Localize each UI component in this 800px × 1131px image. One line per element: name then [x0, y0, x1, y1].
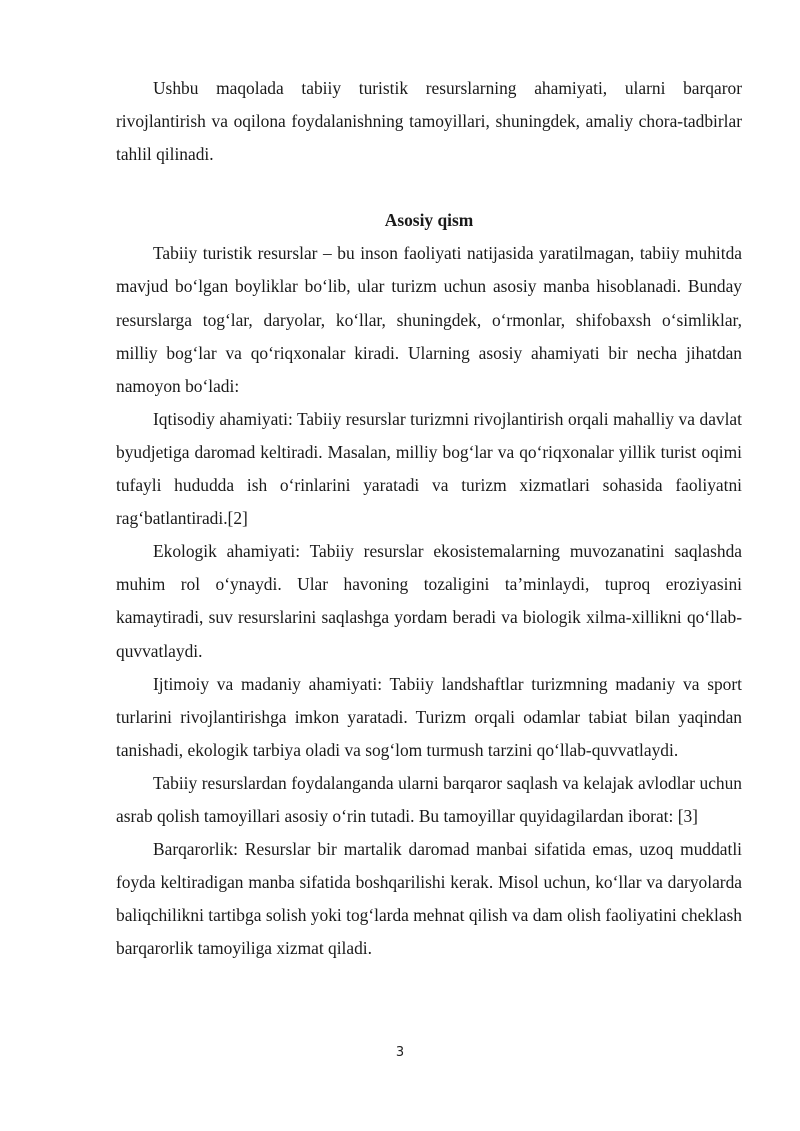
body-paragraph-sustainability: Barqarorlik: Resurslar bir martalik daromad manbai sifatida emas, uzoq muddatli foyda keltiradigan manba sifatida boshqarilishi kerak. Misol uchun, ko‘llar va daryolarda baliqchilikni tartibga solish yoki tog‘larda mehnat qilish va dam olish faoliyatini cheklash barqarorlik tamoyiliga xizmat qiladi.: [116, 839, 742, 959]
body-paragraph-definition: Tabiiy turistik resurslar – bu inson faoliyati natijasida yaratilmagan, tabiiy muhitda mavjud bo‘lgan boyliklar bo‘lib, ular turizm uchun asosiy manba hisoblanadi. Bunday resurslarga tog‘lar, daryolar, ko‘llar, shuningdek, o‘rmonlar, shifobaxsh o‘simliklar, milliy bog‘lar va qo‘riqxonalar kiradi. Ularning asosiy ahamiyati bir necha jihatdan namoyon bo‘ladi:: [116, 243, 742, 396]
intro-paragraph: Ushbu maqolada tabiiy turistik resurslarning ahamiyati, ularni barqaror rivojlantirish va oqilona foydalanishning tamoyillari, shuningdek, amaliy chora-tadbirlar tahlil qilinadi.: [116, 78, 742, 165]
body-paragraph-economic: Iqtisodiy ahamiyati: Tabiiy resurslar turizmni rivojlantirish orqali mahalliy va davlat byudjetiga daromad keltiradi. Masalan, milliy bog‘lar va qo‘riqxonalar yillik turist oqimi tufayli hududda ish o‘rinlarini yaratadi va turizm xizmatlari sohasida faoliyatni rag‘batlantiradi.[2]: [116, 408, 742, 529]
document-body: [116, 72, 742, 965]
page-number: 3: [395, 1045, 405, 1060]
body-paragraph-principles: Tabiiy resurslardan foydalanganda ularni barqaror saqlash va kelajak avlodlar uchun asrab qolish tamoyillari asosiy o‘rin tutadi. Bu tamoyillar quyidagilardan iborat: [3]: [116, 772, 742, 826]
body-paragraph-ecological: Ekologik ahamiyati: Tabiiy resurslar ekosistemalarning muvozanatini saqlashda muhim rol o‘ynaydi. Ular havoning tozaligini ta’minlaydi, tuproq eroziyasini kamaytiradi, suv resurslarini saqlashga yordam beradi va biologik xilma-xillikni qo‘llab-quvvatlaydi.: [116, 541, 742, 661]
body-paragraph-social: Ijtimoiy va madaniy ahamiyati: Tabiiy landshaftlar turizmning madaniy va sport turlarini rivojlantirishga imkon yaratadi. Turizm orqali odamlar tabiat bilan yaqindan tanishadi, ekologik tarbiya oladi va sog‘lom turmush tarzini qo‘llab-quvvatlaydi.: [116, 673, 742, 760]
section-heading: Asosiy qism: [384, 210, 474, 231]
